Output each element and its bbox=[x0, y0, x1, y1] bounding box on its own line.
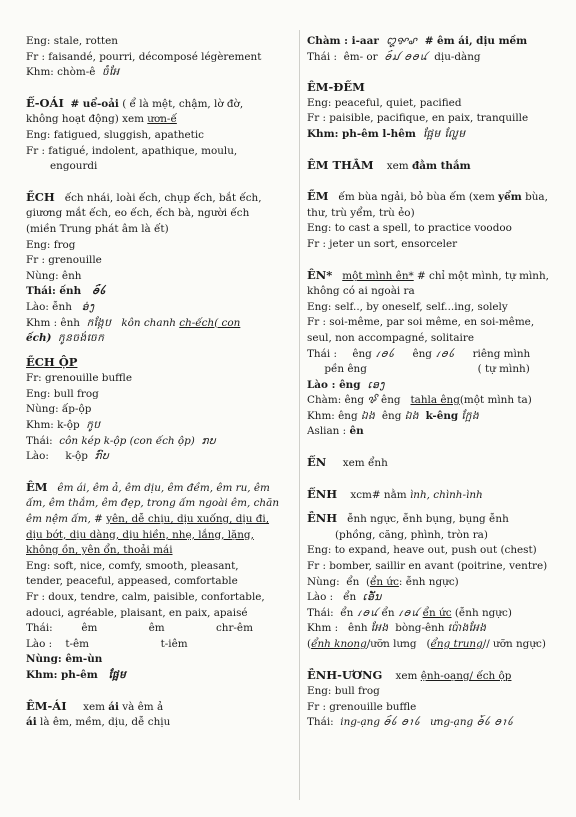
headword: ÊM-ĐỀM bbox=[307, 80, 365, 95]
entry-stale-fr: Fr : faisandé, pourri, décomposé légèrement bbox=[26, 50, 262, 63]
fr-line: Fr : jeter un sort, ensorceler bbox=[307, 237, 458, 250]
fr-line: Fr : grenouille buffle bbox=[307, 700, 417, 713]
entry-emai: ÊM-ÁI xem ái và êm ả bbox=[26, 698, 164, 713]
entry-stale-khm: Khm: chòm-ê ចំអែ bbox=[26, 66, 120, 79]
headword: ẾCH ỘP bbox=[26, 354, 78, 369]
headword: ẾM bbox=[307, 189, 329, 204]
entry-enh2: ỄNH ễnh ngực, ễnh bụng, bụng ễnh bbox=[307, 511, 509, 526]
cross-reference-link[interactable]: ểnh bbox=[367, 457, 388, 470]
fr-line: Fr : fatigué, indolent, apathique, moulu, bbox=[26, 144, 238, 157]
fr-line: Fr : doux, tendre, calm, paisible, confortable, bbox=[26, 591, 265, 603]
fr-line: Fr : soi-même, par soi même, en soi-même, bbox=[307, 316, 535, 329]
right-column: Chàm : i-aar ꨁꨀꨣ # êm ái, dịu mềm Thái : êm- or ꪮꪸꪣ ꪮꪮꪙ dịu-dàng ÊM-ĐỀM Eng: peaceful, quiet, pacified Fr : paisible, pacifique, en paix, tranquille Khm: ph-êm l-hêm ផ្អែម ល្ហែម ÊM THẮM xem đằm thắm ẾM ếm bùa ngải, bỏ bùa ếm (xem yểm bùa, thư, trù yểm, trù ẻo) Eng: to cast a spell, to practice voodoo Fr : jeter un sort, ensorceler ÊN* một mình ên* # chỉ một mình, tự mình, không có ai ngoài ra Eng: self.., by oneself, self...ing, solely Fr : soi-même, par soi même, en soi-même, seul, non accompagné, solitaire Thái : êng ꪹꪮꪉ êng ꪹꪮꪉ riêng mình pền êng ( tự mình) Lào : êng ເອງ Chàm: êng ꨃꨮ êng tahla êng(một mình ta) Khm: êng ឯង êng ឯង k-êng ក្អែង Aslian : ên ỂN xem ểnh ỂNH xcm# nằm ình, chình-ình ỄNH ễnh ngực, ễnh bụng, bụng ễnh (phồng, căng, phình, tròn ra) Eng: to expand, heave out, push out (chest) Fr : bomber, saillir en avant (poitrine, ventre) Nùng: ển (ển ức: ễnh ngực) Lào : ển ເອັ່ນ Thái: ển ꪹꪮꪙ ển ꪹꪮꪙ ển ức (ễnh ngực) Khm : ênh អែង bòng-ênh ប៉ោងអែង (ểnh knong/ưỡn lưng (ểng trung// ưỡn ngực) ỄNH-ƯƠNG xem ệnh-oạng/ ếch ộp Eng: bull frog Fr : grenouille buffle Thái: ing-ạng ꪮꪸꪉ ꪮꪱꪉ ưng-ạng ꪮꪳꪉ ꪮꪱꪉ bbox=[307, 34, 557, 731]
headword: ỂN bbox=[307, 455, 327, 470]
entry-emtham: ÊM THẮM xem đằm thắm bbox=[307, 157, 471, 172]
entry-ech: ẾCH ếch nhái, loài ếch, chụp ếch, bắt ếch, bbox=[26, 189, 262, 204]
headword: ỄNH-ƯƠNG bbox=[307, 667, 383, 682]
cross-reference-link[interactable]: ệnh-oạng/ ếch ộp bbox=[420, 669, 512, 682]
headword: ÊM bbox=[26, 479, 48, 494]
fr-line: Fr: grenouille buffle bbox=[26, 372, 133, 385]
column-divider bbox=[299, 30, 300, 800]
eng-line: Eng: to cast a spell, to practice voodoo bbox=[307, 222, 512, 235]
headword: ÊN* bbox=[307, 267, 333, 282]
headword: Ể-OẢI bbox=[26, 95, 64, 110]
eng-line: Eng: fatigued, sluggish, apathetic bbox=[26, 128, 205, 141]
entry-echop bbox=[26, 355, 294, 372]
entry-em2: ẾM ếm bùa ngải, bỏ bùa ếm (xem yểm bùa, bbox=[307, 189, 548, 204]
fr-line: Fr : bomber, saillir en avant (poitrine, ventre) bbox=[307, 560, 548, 573]
left-column: Eng: stale, rotten Fr : faisandé, pourri, décomposé légèrement Khm: chòm-ê ចំអែ Ể-OẢI # uể-oải ( ể là mệt, chậm, lờ đờ, không hoạt động) xem ươn-ế Eng: fatigued, sluggish, apathetic Fr : fatigué, indolent, apathique, moulu, engourdi ẾCH ếch nhái, loài ếch, chụp ếch, bắt ếch, giương mắt ếch, eo ếch, ếch bà, người ếch (miền Trung phát âm là ết) Eng: frog Fr : grenouille Nùng: ênh Thái: ếnh ꪮꪸꪉ Lào: ễnh ອ່ງ Khm : ênh កង្កែប kôn chanh ch-ếch( con ếch) កូនចង់ចេក ẾCH ỘP Fr: grenouille buffle Eng: bull frog Nùng: ấp-ộp Khm: k-ộp កូប Thái: côn kép k-ộp (con ếch ộp) ກບ Lào: k-ộp ກົບ ÊM êm ái, êm ả, êm dịu, êm đềm, êm ru, êm ấm, êm thắm, êm đẹp, trong ấm ngoài êm, chăn êm nệm ấm, # yên, dễ chịu, dịu xuống, dịu đi, dịu bớt, dịu dàng, dịu hiền, nhẹ, lắng, lặng, không ồn, yên ổn, thoải mái Eng: soft, nice, comfy, smooth, pleasant, tender, peaceful, appeased, comfortable Fr : doux, tendre, calm, paisible, confortable, adouci, agréable, plaisant, en paix, apaisé Thái: êm êm chr-êm Lào : t-êm t-iêm Nùng: êm-ùn Khm: ph-êm ផ្អែម ÊM-ÁI xem ái và êm ả ái là êm, mềm, dịu, dễ chịu bbox=[26, 34, 294, 731]
entry-enh: ỂNH xcm# nằm ình, chình-ình bbox=[307, 486, 483, 501]
entry-cham: Chàm : i-aar ꨁꨀꨣ # êm ái, dịu mềm bbox=[307, 35, 528, 47]
eng-line: Eng: bull frog bbox=[307, 685, 380, 698]
headword: ỄNH bbox=[307, 511, 338, 526]
eng-line: Eng: peaceful, quiet, pacified bbox=[307, 96, 462, 109]
entry-enhuong: ỄNH-ƯƠNG xem ệnh-oạng/ ếch ộp bbox=[307, 667, 512, 682]
eng-line: Eng: frog bbox=[26, 238, 76, 251]
entry-stale-eng: Eng: stale, rotten bbox=[26, 35, 118, 47]
headword: ÊM-ÁI bbox=[26, 698, 67, 713]
entry-en2: ỂN xem ểnh bbox=[307, 455, 388, 470]
headword: ẾCH bbox=[26, 189, 55, 204]
entry-em: ÊM êm ái, êm ả, êm dịu, êm đềm, êm ru, êm bbox=[26, 479, 270, 494]
eng-line: Eng: to expand, heave out, push out (chest) bbox=[307, 544, 537, 557]
headword: ÊM THẮM bbox=[307, 157, 374, 172]
cross-reference-link[interactable]: đằm thắm bbox=[411, 159, 471, 172]
cross-reference-link[interactable]: ươn-ế bbox=[147, 113, 177, 126]
khmer-script: ចំអែ bbox=[102, 66, 120, 79]
fr-line: Fr : paisible, pacifique, en paix, tranquille bbox=[307, 112, 529, 125]
eng-line: Eng: bull frog bbox=[26, 387, 99, 400]
entry-eoai: Ể-OẢI # uể-oải ( ể là mệt, chậm, lờ đờ, bbox=[26, 95, 244, 110]
fr-line: Fr : grenouille bbox=[26, 254, 102, 267]
eng-line: Eng: self.., by oneself, self...ing, solely bbox=[307, 300, 508, 313]
headword: ỂNH bbox=[307, 486, 338, 501]
eng-line: Eng: soft, nice, comfy, smooth, pleasant, bbox=[26, 559, 239, 572]
entry-en: ÊN* một mình ên* # chỉ một mình, tự mình, bbox=[307, 267, 549, 282]
